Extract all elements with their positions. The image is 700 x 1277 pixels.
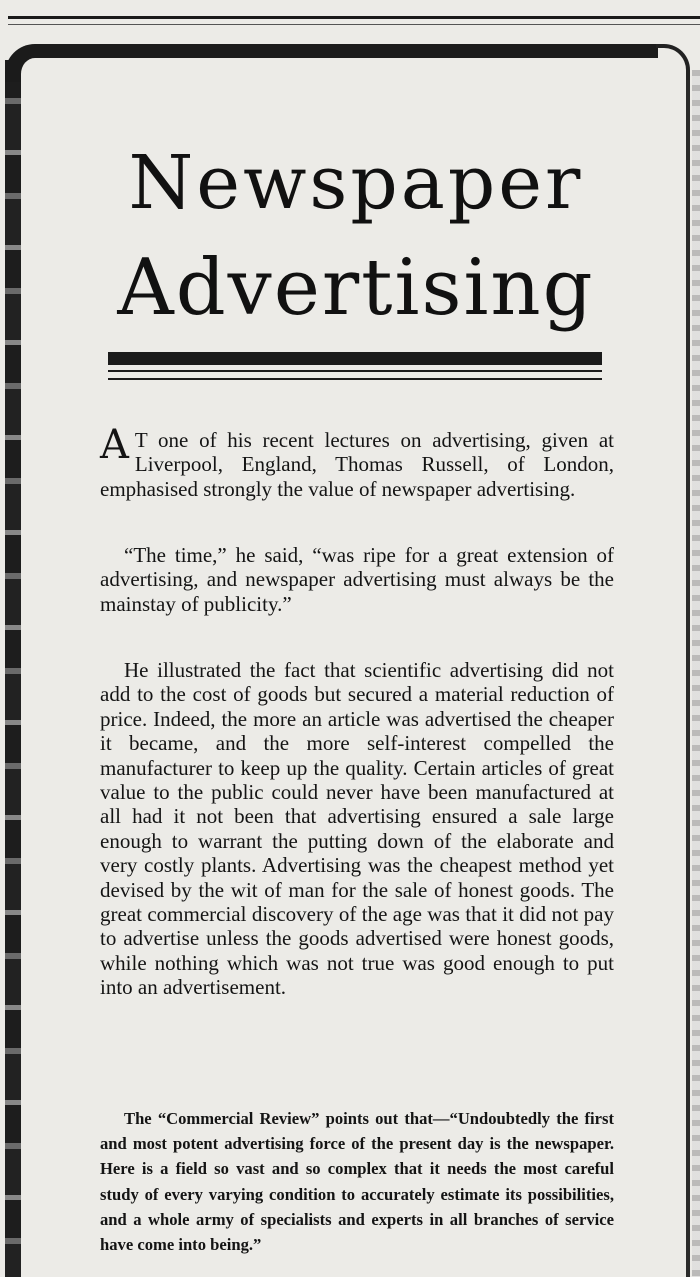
right-page-edge <box>692 70 700 1277</box>
left-ornamental-border <box>5 60 21 1277</box>
headline-line-2: Advertising <box>117 243 595 333</box>
article-paragraph-3: He illustrated the fact that scientific advertising did not add to the cost of goods but secured a material reduction of price. Indeed, the more an article was advertised the cheaper it became, and the more self-interest compelled the manufacturer to keep up the quality. Certain articles of great value to the public could never have been manufactured at all had it not been that advertising ensured a sale large enough to warrant the putting down of the elaborate and very costly plants. Advertising was the cheapest method yet devised by the wit of man for the sale of honest goods. The great commercial discovery of the age was that it did not pay to advertise unless the goods advertised were honest goods, while nothing which was not true was good enough to put into an advertisement. <box>100 658 614 1000</box>
article-paragraph-1 <box>100 422 614 501</box>
headline-thin-rule-lower <box>108 378 602 380</box>
headline-thick-rule <box>108 352 602 365</box>
page-top-rule <box>8 16 700 19</box>
top-frame-bar <box>40 44 658 58</box>
page-top-rule-thin <box>8 24 700 25</box>
paragraph-1-text: T one of his recent lectures on advertising, given at Liverpool, England, Thomas Russell, of London, emphasised strongly the value of newspaper advertising. <box>100 428 614 501</box>
article-paragraph-2: “The time,” he said, “was ripe for a great extension of advertising, and newspaper advertising must always be the mainstay of publicity.” <box>100 543 614 616</box>
left-frame-corner <box>5 44 43 82</box>
right-frame-corner <box>656 44 690 84</box>
headline-thin-rule <box>108 370 602 372</box>
drop-cap: A <box>100 422 129 468</box>
right-frame-border <box>686 80 690 1277</box>
article-paragraph-4: The “Commercial Review” points out that—“Undoubtedly the first and most potent advertising force of the present day is the newspaper. Here is a field so vast and so complex that it needs the most careful study of every varying condition to accurately estimate its possibilities, and a whole army of specialists and experts in all branches of service have come into being.” <box>100 1109 614 1255</box>
headline-line-1: Newspaper <box>128 140 584 226</box>
